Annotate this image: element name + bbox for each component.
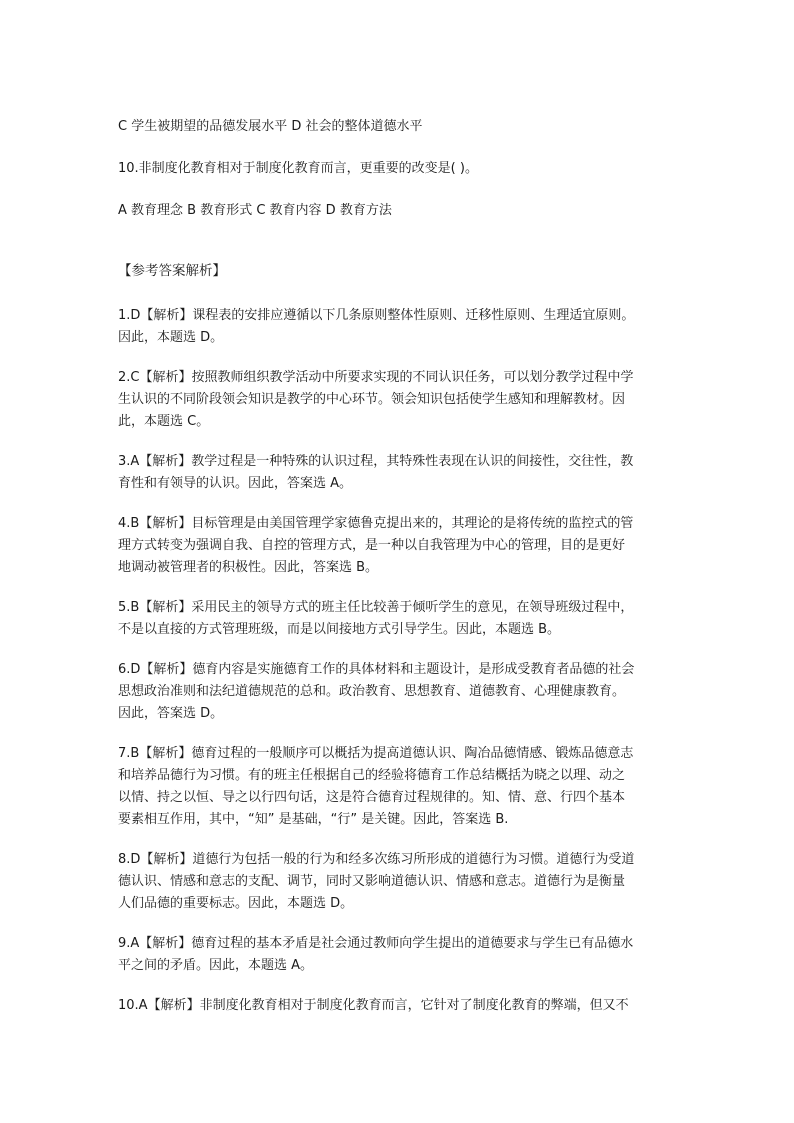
text-line: 7.B【解析】德育过程的一般顺序可以概括为提高道德认识、陶冶品德情感、锻炼品德意志	[118, 746, 634, 761]
text-line: 要素相互作用，其中，“知” 是基础，“行” 是关键。因此，答案选 B.	[118, 812, 509, 827]
text-line: 人们品德的重要标志。因此，本题选 D。	[118, 896, 354, 911]
text-line: 因此，答案选 D。	[118, 706, 224, 721]
text-line: 10.A【解析】非制度化教育相对于制度化教育而言，它针对了制度化教育的弊端，但又不	[118, 998, 629, 1013]
answer-section-heading	[118, 260, 678, 282]
answer-9	[118, 933, 678, 977]
question-options-c-d	[118, 116, 678, 138]
answer-4	[118, 513, 678, 579]
text-line: 2.C【解析】按照教师组织教学活动中所要求实现的不同认识任务，可以划分教学过程中学	[118, 370, 634, 385]
text-line: 德认识、情感和意志的支配、调节，同时又影响道德认识、情感和意志。道德行为是衡量	[118, 874, 626, 889]
answer-7	[118, 743, 678, 831]
text-line: 平之间的矛盾。因此，本题选 A。	[118, 958, 314, 973]
text-line: 生认识的不同阶段领会知识是教学的中心环节。领会知识包括使学生感知和理解教材。因	[118, 392, 626, 407]
question-10	[118, 158, 678, 180]
text-line: 育性和有领导的认识。因此，答案选 A。	[118, 476, 353, 491]
text-line: 9.A【解析】德育过程的基本矛盾是社会通过教师向学生提出的道德要求与学生已有品德水	[118, 936, 634, 951]
text-line: 思想政治准则和法纪道德规范的总和。政治教育、思想教育、道德教育、心理健康教育。	[118, 684, 626, 699]
answer-5	[118, 597, 678, 641]
text-line: 3.A【解析】教学过程是一种特殊的认识过程，其特殊性表现在认识的间接性，交往性，教	[118, 454, 634, 469]
answer-6	[118, 659, 678, 725]
text-line: 1.D【解析】课程表的安排应遵循以下几条原则整体性原则、迁移性原则、生理适宜原则。	[118, 308, 635, 323]
heading-text: 【参考答案解析】	[118, 263, 226, 279]
text-line: 此，本题选 C。	[118, 414, 210, 429]
text-line: C 学生被期望的品德发展水平 D 社会的整体道德水平	[118, 119, 423, 134]
text-line: 以情、持之以恒、导之以行四句话，这是符合德育过程规律的。知、情、意、行四个基本	[118, 790, 626, 805]
text-line: A 教育理念 B 教育形式 C 教育内容 D 教育方法	[118, 203, 392, 218]
text-line: 理方式转变为强调自我、自控的管理方式，是一种以自我管理为中心的管理，目的是更好	[118, 538, 626, 553]
text-line: 8.D【解析】道德行为包括一般的行为和经多次练习所形成的道德行为习惯。道德行为受道	[118, 852, 635, 867]
answer-1	[118, 305, 678, 349]
text-line: 4.B【解析】目标管理是由美国管理学家德鲁克提出来的，其理论的是将传统的监控式的管	[118, 516, 634, 531]
text-line: 因此，本题选 D。	[118, 330, 224, 345]
answer-3	[118, 451, 678, 495]
question-10-options	[118, 200, 678, 222]
answer-8	[118, 849, 678, 915]
text-line: 10.非制度化教育相对于制度化教育而言，更重要的改变是( )。	[118, 161, 478, 176]
text-line: 不是以直接的方式管理班级，而是以间接地方式引导学生。因此，本题选 B。	[118, 622, 561, 637]
text-line: 6.D【解析】德育内容是实施德育工作的具体材料和主题设计，是形成受教育者品德的社会	[118, 662, 635, 677]
text-line: 地调动被管理者的积极性。因此，答案选 B。	[118, 560, 379, 575]
text-line: 5.B【解析】采用民主的领导方式的班主任比较善于倾听学生的意见，在领导班级过程中，	[118, 600, 634, 615]
text-line: 和培养品德行为习惯。有的班主任根据自己的经验将德育工作总结概括为晓之以理、动之	[118, 768, 626, 783]
answer-10	[118, 995, 678, 1017]
answer-2	[118, 367, 678, 433]
